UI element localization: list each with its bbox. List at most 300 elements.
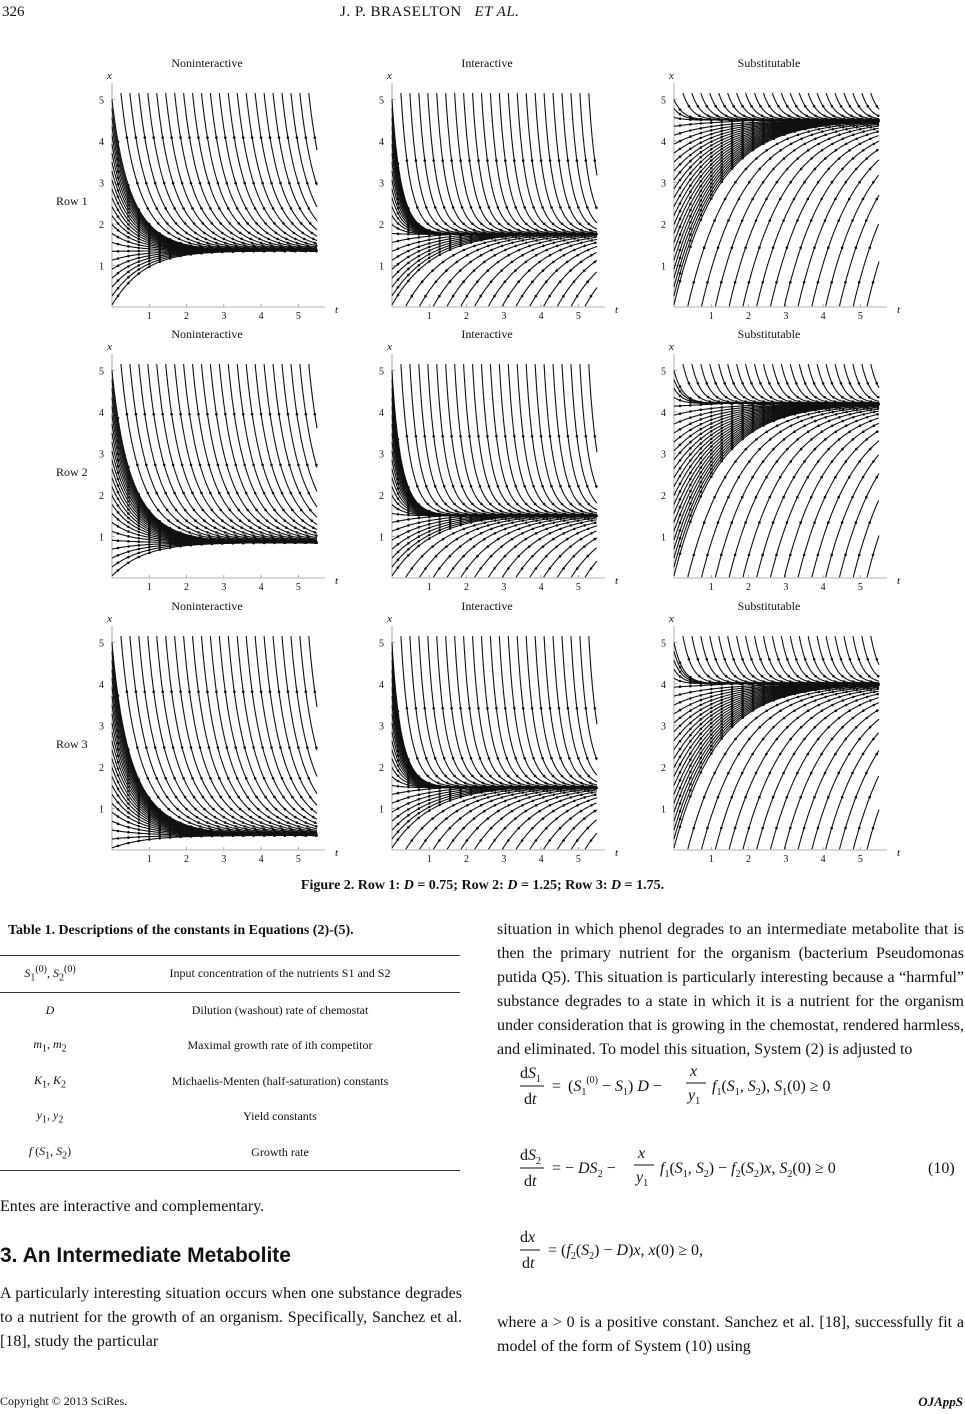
arrow-head [282, 222, 285, 225]
arrow-head [710, 460, 713, 463]
arrow-head [287, 136, 290, 139]
arrow-head [226, 182, 229, 185]
arrow-head [264, 222, 267, 225]
arrow-head [731, 422, 734, 425]
x-tick-label: 3 [501, 582, 507, 593]
arrow-head [185, 519, 188, 522]
arrow-head [514, 245, 517, 248]
arrow-head [233, 531, 236, 534]
arrow-head [229, 509, 232, 512]
arrow-head [697, 382, 700, 385]
arrow-head [138, 548, 141, 551]
arrow-head [751, 198, 754, 201]
arrow-head [813, 105, 816, 108]
arrow-head [720, 445, 723, 448]
arrow-head [679, 132, 682, 135]
arrow-head [500, 229, 503, 232]
arrow-head [397, 222, 400, 225]
arrow-head [315, 182, 318, 185]
trajectory-line [715, 124, 878, 306]
trajectory-line [473, 93, 598, 234]
trajectory-line [309, 364, 317, 428]
arrow-head [532, 206, 535, 209]
arrow-head [294, 526, 297, 529]
arrow-head [491, 510, 494, 513]
arrow-head [138, 537, 141, 540]
arrow-head [127, 282, 130, 285]
arrow-head [397, 212, 400, 215]
arrow-head [438, 526, 441, 529]
arrow-head [689, 429, 692, 432]
arrow-head [169, 238, 172, 241]
arrow-head [852, 117, 855, 120]
arrow-head [397, 294, 400, 297]
arrow-head [579, 503, 582, 506]
arrow-head [509, 510, 512, 513]
arrow-head [513, 159, 516, 162]
arrow-head [700, 214, 703, 217]
arrow-head [589, 229, 592, 232]
arrow-head [170, 413, 173, 416]
arrow-head [311, 519, 314, 522]
arrow-head [309, 509, 312, 512]
arrow-head [553, 229, 556, 232]
trajectory-line [300, 93, 317, 185]
arrow-head [504, 280, 507, 283]
panel-title: Noninteractive [171, 327, 243, 341]
arrow-head [261, 534, 264, 537]
arrow-head [117, 141, 120, 144]
arrow-head [221, 519, 224, 522]
arrow-head [510, 231, 513, 234]
arrow-head [700, 418, 703, 421]
arrow-head [148, 541, 151, 544]
y-tick-label: 2 [99, 490, 104, 502]
arrow-head [807, 130, 810, 133]
arrow-head [700, 194, 703, 197]
arrow-head [428, 246, 431, 249]
arrow-head [758, 168, 761, 171]
arrow-head [753, 400, 756, 403]
arrow-head [821, 130, 824, 133]
arrow-head [438, 248, 441, 251]
arrow-head [227, 207, 230, 210]
arrow-head [127, 545, 130, 548]
arrow-head [731, 125, 734, 128]
arrow-head [679, 108, 682, 111]
arrow-head [296, 136, 299, 139]
arrow-head [559, 528, 562, 531]
arrow-head [562, 295, 565, 298]
arrow-head [138, 531, 141, 534]
arrow-head [482, 229, 485, 232]
trajectories [674, 93, 880, 306]
arrow-head [741, 105, 744, 108]
arrow-head [583, 269, 586, 272]
arrow-head [252, 534, 255, 537]
arrow-head [127, 512, 130, 515]
arrow-head [500, 545, 503, 548]
arrow-head [138, 264, 141, 267]
arrow-head [732, 382, 735, 385]
arrow-head [252, 244, 255, 247]
arrow-head [720, 433, 723, 436]
arrow-head [498, 223, 501, 226]
arrow-head [587, 518, 590, 521]
arrow-head [535, 239, 538, 242]
arrow-head [138, 552, 141, 555]
arrow-head [679, 390, 682, 393]
arrow-head [212, 232, 215, 235]
arrow-head [127, 500, 130, 503]
arrow-head [559, 280, 562, 283]
arrow-head [127, 526, 130, 529]
arrow-head [243, 244, 246, 247]
arrow-head [741, 382, 744, 385]
arrow-head [445, 269, 448, 272]
arrow-head [522, 239, 525, 242]
x-tick-label: 2 [746, 582, 752, 593]
arrow-head [799, 246, 802, 249]
arrow-head [535, 519, 538, 522]
arrow-head [234, 534, 237, 537]
x-tick-label: 4 [258, 311, 264, 322]
arrow-head [877, 115, 880, 118]
arrow-head [720, 439, 723, 442]
arrow-head [127, 276, 130, 279]
arrow-head [594, 159, 597, 162]
arrow-head [473, 524, 476, 527]
arrow-head [693, 281, 696, 284]
arrow-head [164, 492, 167, 495]
arrow-head [689, 197, 692, 200]
arrow-head [553, 242, 556, 245]
panel-title: Noninteractive [171, 56, 243, 70]
arrow-head [306, 464, 309, 467]
arrow-head [848, 198, 851, 201]
arrow-head [522, 435, 525, 438]
arrow-head [127, 236, 130, 239]
arrow-head [138, 268, 141, 271]
arrow-head [538, 538, 541, 541]
arrow-head [679, 194, 682, 197]
arrow-head [587, 249, 590, 252]
arrow-head [117, 478, 120, 481]
arrow-head [700, 476, 703, 479]
arrow-head [558, 159, 561, 162]
arrow-head [251, 413, 254, 416]
arrow-head [267, 238, 270, 241]
trajectory-line [392, 100, 597, 235]
trajectory-line [455, 364, 597, 516]
arrow-head [199, 182, 202, 185]
arrow-head [138, 232, 141, 235]
arrow-head [858, 181, 861, 184]
arrow-head [497, 242, 500, 245]
y-tick-label: 4 [99, 407, 104, 419]
trajectory-line [392, 451, 597, 516]
arrow-head [570, 223, 573, 226]
arrow-head [745, 168, 748, 171]
arrow-head [497, 538, 500, 541]
arrow-head [556, 516, 559, 519]
arrow-head [407, 530, 410, 533]
arrow-head [117, 532, 120, 535]
arrow-head [842, 126, 845, 129]
arrow-head [689, 508, 692, 511]
arrow-head [679, 498, 682, 501]
arrow-head [251, 531, 254, 534]
arrow-head [689, 246, 692, 249]
arrow-head [849, 123, 852, 126]
arrow-head [556, 524, 559, 527]
arrow-head [700, 204, 703, 207]
arrow-head [507, 295, 510, 298]
arrow-head [284, 519, 287, 522]
row-label: Row 1 [56, 194, 88, 208]
arrow-head [411, 567, 414, 570]
arrow-head [483, 231, 486, 234]
arrow-head [731, 149, 734, 152]
arrow-head [521, 254, 524, 257]
arrow-head [795, 105, 798, 108]
y-tick-label: 5 [99, 366, 104, 378]
arrow-head [449, 555, 452, 558]
arrow-head [679, 155, 682, 158]
arrow-head [138, 525, 141, 528]
arrow-head [452, 567, 455, 570]
arrow-head [264, 509, 267, 512]
arrow-head [689, 441, 692, 444]
arrow-head [206, 242, 209, 245]
arrow-head [720, 139, 723, 142]
arrow-head [438, 521, 441, 524]
arrow-head [834, 117, 837, 120]
arrow-head [845, 181, 848, 184]
arrow-head [679, 241, 682, 244]
arrow-head [500, 510, 503, 513]
trajectory-line [401, 364, 597, 516]
x-tick-label: 5 [575, 582, 581, 593]
arrow-head [585, 159, 588, 162]
arrow-head [564, 231, 567, 234]
arrow-head [786, 105, 789, 108]
arrow-head [117, 215, 120, 218]
arrow-head [568, 485, 571, 488]
arrow-head [710, 445, 713, 448]
arrow-head [710, 434, 713, 437]
arrow-head [257, 519, 260, 522]
arrow-head [689, 423, 692, 426]
arrow-head [577, 519, 580, 522]
arrow-head [407, 554, 410, 557]
arrow-head [248, 232, 251, 235]
arrow-head [287, 531, 290, 534]
arrow-head [290, 537, 293, 540]
arrow-head [117, 518, 120, 521]
arrow-head [488, 485, 491, 488]
arrow-head [528, 231, 531, 234]
arrow-head [471, 503, 474, 506]
arrow-head [435, 503, 438, 506]
arrow-head [858, 281, 861, 284]
arrow-head [193, 509, 196, 512]
arrow-head [463, 249, 466, 252]
arrow-head [432, 435, 435, 438]
arrow-head [169, 527, 172, 530]
arrow-head [199, 534, 202, 537]
y-tick-label: 1 [661, 532, 666, 544]
arrow-head [182, 492, 185, 495]
arrow-head [282, 509, 285, 512]
arrow-head [762, 181, 765, 184]
arrow-head [299, 207, 302, 210]
arrow-head [164, 207, 167, 210]
arrow-head [452, 206, 455, 209]
arrow-head [709, 400, 712, 403]
arrow-head [807, 149, 810, 152]
y-tick-label: 4 [379, 407, 384, 419]
arrow-head [697, 105, 700, 108]
arrow-head [281, 492, 284, 495]
arrow-head [700, 156, 703, 159]
arrow-head [184, 509, 187, 512]
arrow-head [731, 429, 734, 432]
arrow-head [786, 382, 789, 385]
arrow-head [573, 555, 576, 558]
arrow-head [679, 459, 682, 462]
arrow-head [830, 281, 833, 284]
arrow-head [473, 510, 476, 513]
arrow-head [700, 457, 703, 460]
arrow-head [548, 295, 551, 298]
arrow-head [700, 151, 703, 154]
trajectory-line [112, 251, 317, 305]
arrow-head [679, 272, 682, 275]
arrow-head [397, 520, 400, 523]
arrow-head [700, 452, 703, 455]
arrow-head [157, 509, 160, 512]
arrow-head [175, 509, 178, 512]
arrow-head [226, 464, 229, 467]
slope-field-plot [56, 326, 342, 594]
arrow-head [242, 242, 245, 245]
arrow-head [700, 122, 703, 125]
arrow-head [293, 232, 296, 235]
arrow-head [438, 254, 441, 257]
trajectory-line [300, 364, 317, 467]
arrow-head [573, 280, 576, 283]
arrow-head [831, 105, 834, 108]
arrow-head [514, 524, 517, 527]
x-tick-label: 1 [426, 582, 432, 593]
y-tick-label: 1 [379, 532, 384, 544]
arrow-head [689, 215, 692, 218]
arrow-head [182, 207, 185, 210]
arrow-head [700, 209, 703, 212]
arrow-head [127, 219, 130, 222]
arrow-head [260, 531, 263, 534]
arrow-head [720, 163, 723, 166]
arrow-head [498, 503, 501, 506]
arrow-head [155, 207, 158, 210]
arrow-head [706, 105, 709, 108]
arrow-head [540, 159, 543, 162]
arrow-head [508, 239, 511, 242]
arrow-head [594, 538, 597, 541]
arrow-head [832, 115, 835, 118]
arrow-head [474, 512, 477, 515]
arrow-head [406, 435, 409, 438]
arrow-head [542, 516, 545, 519]
arrow-head [127, 504, 130, 507]
arrow-head [772, 246, 775, 249]
arrow-head [731, 135, 734, 138]
arrow-head [302, 232, 305, 235]
arrow-head [418, 269, 421, 272]
trajectory-line [112, 251, 317, 287]
y-tick-label: 5 [661, 366, 666, 378]
arrow-head [397, 492, 400, 495]
y-tick-label: 3 [661, 449, 666, 461]
trajectory-line [392, 153, 597, 234]
x-tick-label: 1 [146, 311, 152, 322]
arrow-head [679, 202, 682, 205]
arrow-head [489, 503, 492, 506]
arrow-head [461, 485, 464, 488]
arrow-head [406, 159, 409, 162]
arrow-head [237, 509, 240, 512]
arrow-head [431, 545, 434, 548]
arrow-head [679, 140, 682, 143]
arrow-head [517, 229, 520, 232]
arrow-head [700, 481, 703, 484]
arrow-head [148, 543, 151, 546]
trajectory-line [558, 260, 598, 306]
arrow-head [187, 238, 190, 241]
arrow-head [700, 471, 703, 474]
arrow-head [428, 534, 431, 537]
arrow-head [788, 396, 791, 399]
arrow-head [279, 244, 282, 247]
arrow-head [424, 159, 427, 162]
arrow-head [845, 143, 848, 146]
arrow-head [127, 227, 130, 230]
arrow-head [190, 244, 193, 247]
arrow-head [866, 124, 869, 127]
arrow-head [788, 115, 791, 118]
arrow-head [584, 236, 587, 239]
slope-field-plot [56, 55, 342, 323]
arrow-head [772, 168, 775, 171]
arrow-head [148, 265, 151, 268]
arrow-head [571, 510, 574, 513]
arrow-head [197, 136, 200, 139]
trajectory-line [446, 364, 597, 516]
arrow-head [296, 413, 299, 416]
arrow-head [148, 223, 151, 226]
arrow-head [525, 503, 528, 506]
running-head-authors: J. P. BRASELTON [340, 4, 462, 20]
arrow-head [127, 530, 130, 533]
arrow-head [449, 280, 452, 283]
arrow-head [418, 521, 421, 524]
trajectory-line [674, 404, 879, 522]
arrow-head [218, 537, 221, 540]
y-tick-label: 3 [99, 449, 104, 461]
arrow-head [251, 242, 254, 245]
arrow-head [807, 198, 810, 201]
